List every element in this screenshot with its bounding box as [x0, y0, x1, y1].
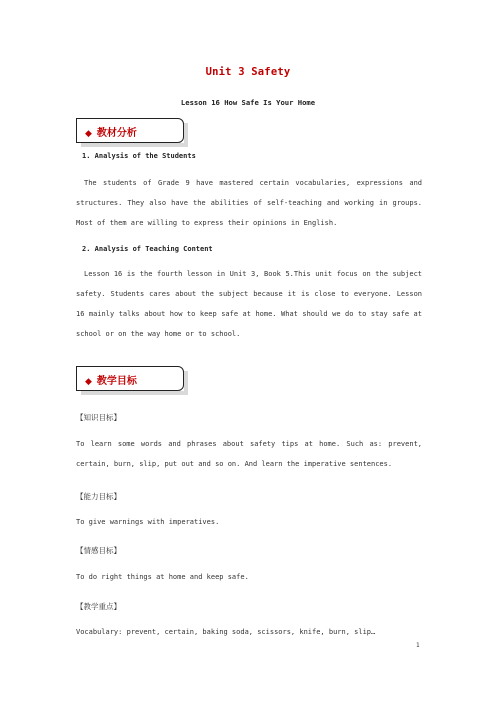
section-header-objectives: [76, 366, 184, 391]
section-header-materials: [76, 118, 184, 143]
students-heading: 1. Analysis of the Students: [82, 152, 196, 160]
knowledge-paragraph: To learn some words and phrases about safety tips at home. Such as: prevent, certain, burn, slip, put out and so on. And learn the imperative sentences.: [76, 440, 422, 468]
ability-label: 【能力目标】: [76, 492, 121, 501]
section-label: 教材分析: [96, 128, 137, 139]
students-paragraph: The students of Grade 9 have mastered certain vocabularies, expressions and structures. They also have the abilities of self-teaching and working in groups. Most of them are willing to express their opinions in English.: [76, 179, 422, 227]
emotion-label: 【情感目标】: [76, 546, 121, 555]
emotion-paragraph: To do right things at home and keep safe.: [76, 573, 249, 581]
page-number: 1: [416, 642, 420, 649]
content-paragraph: Lesson 16 is the fourth lesson in Unit 3, Book 5.This unit focus on the subject safety. Students cares about the subject because it is close to everyone. Lesson 16 mainly talks about how to keep safe at home. What should we do to stay safe at school or on the way home or to school.: [76, 270, 422, 338]
keypoints-paragraph: Vocabulary: prevent, certain, baking soda, scissors, knife, burn, slip…: [76, 628, 376, 636]
document-title: Unit 3 Safety: [205, 66, 291, 78]
lesson-subtitle: Lesson 16 How Safe Is Your Home: [180, 98, 316, 107]
content-heading: 2. Analysis of Teaching Content: [82, 245, 213, 253]
section-label: 教学目标: [96, 376, 137, 387]
knowledge-label: 【知识目标】: [76, 413, 121, 422]
keypoints-label: 【教学重点】: [76, 602, 121, 611]
diamond-icon: ◆: [85, 129, 92, 139]
ability-paragraph: To give warnings with imperatives.: [76, 518, 220, 526]
diamond-icon: ◆: [85, 377, 92, 387]
